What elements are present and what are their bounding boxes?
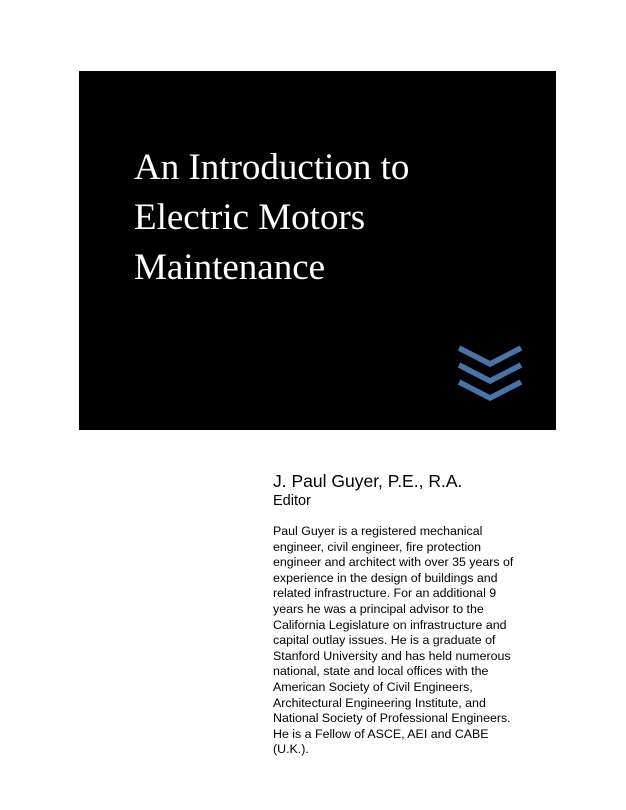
bio-line: Architectural Engineering Institute, and	[273, 695, 486, 710]
bio-line: experience in the design of buildings and	[273, 570, 498, 585]
bio-line: He is a Fellow of ASCE, AEI and CABE	[273, 726, 489, 741]
title-line-2: Electric Motors	[134, 197, 366, 238]
cover-band	[79, 71, 556, 430]
bio-line: Stanford University and has held numerous	[273, 648, 511, 663]
bio-line: years he was a principal advisor to the	[273, 601, 484, 616]
bio-line: capital outlay issues. He is a graduate of	[273, 633, 496, 648]
book-title	[134, 143, 409, 293]
author-name: J. Paul Guyer, P.E., R.A.	[273, 471, 463, 491]
bio-line: American Society of Civil Engineers,	[273, 679, 473, 694]
bio-line: engineer and architect with over 35 years of	[273, 555, 514, 570]
bio-line: related infrastructure. For an additional 9	[273, 586, 497, 601]
bio-line: California Legislature on infrastructure and	[273, 617, 507, 632]
bio-line: Paul Guyer is a registered mechanical	[273, 524, 483, 538]
bio-line: National Society of Professional Engineers.	[273, 711, 511, 726]
author-role: Editor	[273, 493, 311, 509]
title-line-3: Maintenance	[134, 247, 326, 288]
triple-chevron-down-icon	[457, 345, 523, 401]
title-line-1: An Introduction to	[134, 147, 410, 188]
bio-line: engineer, civil engineer, fire protection	[273, 539, 482, 554]
author-bio	[273, 524, 573, 758]
bio-line: (U.K.).	[273, 742, 309, 757]
bio-line: national, state and local offices with the	[273, 664, 489, 679]
